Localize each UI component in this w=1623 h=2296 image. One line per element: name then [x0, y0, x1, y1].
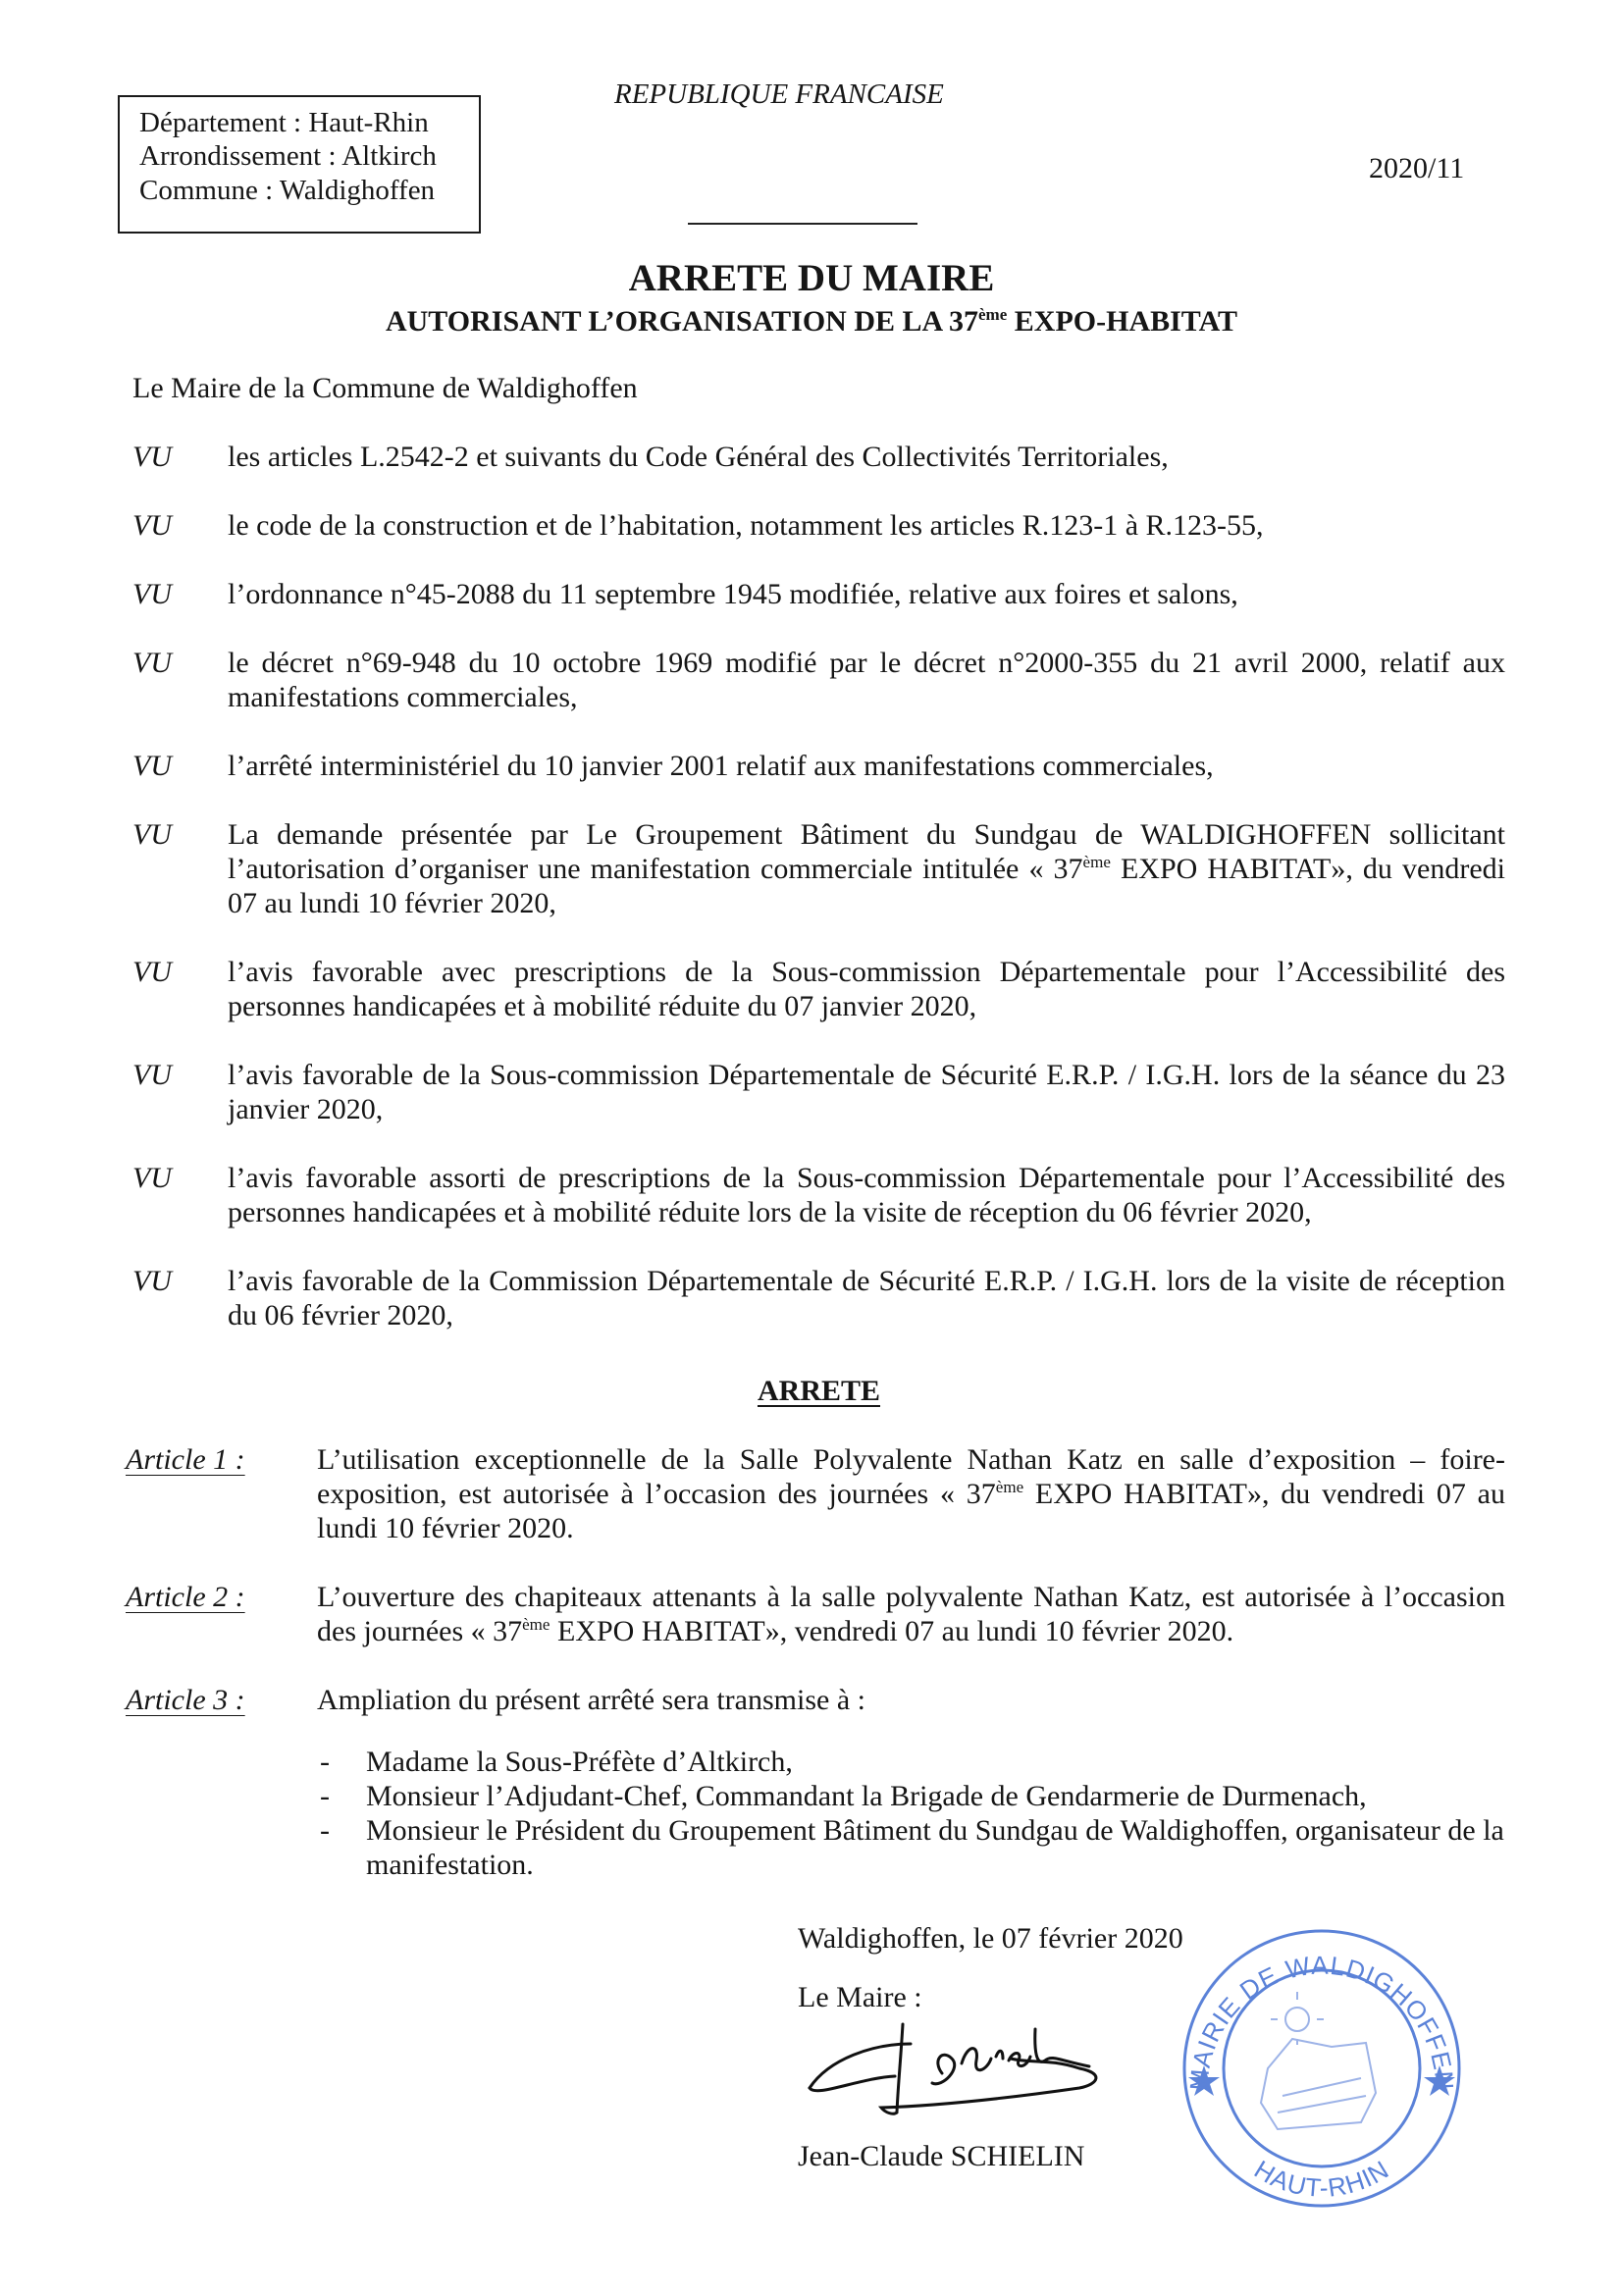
decision-heading-text: ARRETE	[757, 1375, 881, 1407]
article-text-end: EXPO HABITAT», du vendredi 07 au lundi 10 février 2020.	[317, 1478, 1506, 1544]
consideration-item: l’avis favorable de la Commission Départementale de Sécurité E.R.P. / I.G.H. lors de la visite de réception du 06 février 2020,	[228, 1265, 1505, 1331]
consideration-row	[132, 508, 1505, 543]
arrondissement-line: Arrondissement : Altkirch	[139, 140, 437, 172]
consideration-item: l’avis favorable de la Sous-commission Départementale de Sécurité E.R.P. / I.G.H. lors de la séance du 23 janvier 2020,	[228, 1059, 1505, 1125]
vu-label: VU	[132, 1265, 172, 1297]
consideration-row	[132, 1058, 1505, 1126]
consideration-row	[132, 817, 1505, 920]
recipient-row	[320, 1779, 1505, 1813]
article-row	[126, 1683, 1505, 1717]
bullet-dash: -	[320, 1746, 330, 1778]
subtitle-text: AUTORISANT L’ORGANISATION DE LA 37	[385, 305, 979, 338]
consideration-item: les articles L.2542-2 et suivants du Code Général des Collectivités Territoriales,	[228, 441, 1169, 473]
republique-francaise: REPUBLIQUE FRANCAISE	[614, 78, 944, 110]
vu-label: VU	[132, 956, 172, 988]
recipient-row	[320, 1745, 1505, 1779]
consideration-item: l’ordonnance n°45-2088 du 11 septembre 1945 modifiée, relative aux foires et salons,	[228, 578, 1238, 610]
subtitle-text-end: EXPO-HABITAT	[1007, 305, 1238, 338]
vu-label: VU	[132, 647, 172, 679]
consideration-text: La demande présentée par Le Groupement Bâtiment du Sundgau de WALDIGHOFFEN sollicitant l’autorisation d’organiser une manifestation commerciale intitulée « 37	[228, 818, 1505, 885]
article-row	[126, 1580, 1505, 1648]
departement-line: Département : Haut-Rhin	[139, 107, 429, 138]
consideration-row	[132, 1161, 1505, 1229]
considerations-list	[132, 440, 1505, 1332]
articles-list	[126, 1442, 1506, 1717]
vu-label: VU	[132, 509, 172, 542]
consideration-text-end: EXPO HABITAT», du vendredi 07 au lundi 10 février 2020,	[228, 853, 1505, 919]
intro-line: Le Maire de la Commune de Waldighoffen	[132, 372, 638, 404]
signature-zone	[132, 1921, 1505, 2245]
signature-role: Le Maire :	[798, 1981, 922, 2013]
article-text	[317, 1442, 1505, 1545]
recipient-item: Monsieur le Président du Groupement Bâtiment du Sundgau de Waldighoffen, organisateur de la manifestation.	[366, 1814, 1504, 1881]
recipient-item: Monsieur l’Adjudant-Chef, Commandant la Brigade de Gendarmerie de Durmenach,	[366, 1780, 1367, 1812]
vu-label: VU	[132, 441, 172, 473]
ordinal-superscript: ème	[1082, 853, 1111, 871]
page-title: ARRETE DU MAIRE	[628, 257, 995, 299]
article-label: Article 2 :	[126, 1581, 245, 1613]
article-text: Ampliation du présent arrêté sera transmise à :	[317, 1684, 865, 1716]
consideration-item: l’arrêté interministériel du 10 janvier 2001 relatif aux manifestations commerciales,	[228, 750, 1214, 782]
vu-label: VU	[132, 1059, 172, 1091]
decision-heading	[132, 1374, 1505, 1408]
consideration-row	[132, 955, 1505, 1023]
consideration-row	[132, 646, 1505, 714]
consideration-item: le code de la construction et de l’habitation, notamment les articles R.123-1 à R.123-55,	[228, 509, 1264, 542]
article-row	[126, 1442, 1505, 1545]
page-subtitle	[0, 302, 1623, 341]
stamp-star-icons	[1188, 2065, 1455, 2096]
signatory-name: Jean-Claude SCHIELIN	[798, 2140, 1085, 2172]
article-text-start: L’utilisation exceptionnelle de la Salle Polyvalente Nathan Katz en salle d’exposition – foire-exposition, est autorisée à l’occasion des journées « 37	[317, 1443, 1505, 1510]
consideration-item: l’avis favorable avec prescriptions de la Sous-commission Départementale pour l’Accessibilité des personnes handicapées et à mobilité réduite du 07 janvier 2020,	[228, 956, 1505, 1022]
signature-place-date: Waldighoffen, le 07 février 2020	[798, 1922, 1183, 1955]
commune-line: Commune : Waldighoffen	[139, 175, 436, 206]
bullet-dash: -	[320, 1780, 330, 1812]
header-divider	[688, 223, 917, 225]
consideration-item: le décret n°69-948 du 10 octobre 1969 modifié par le décret n°2000-355 du 21 avril 2000, relatif aux manifestations commerciales,	[228, 647, 1505, 713]
vu-label: VU	[132, 818, 172, 851]
stamp-bottom-text: HAUT-RHIN	[1249, 2154, 1394, 2203]
subtitle-superscript: ème	[978, 305, 1008, 324]
vu-label: VU	[132, 750, 172, 782]
vu-label: VU	[132, 1162, 172, 1194]
consideration-item	[228, 817, 1505, 920]
document-body	[0, 371, 1623, 2245]
bullet-dash: -	[320, 1814, 330, 1847]
article-text-end: EXPO HABITAT», vendredi 07 au lundi 10 février 2020.	[550, 1615, 1234, 1647]
mairie-stamp	[1175, 1921, 1469, 2216]
consideration-item: l’avis favorable assorti de prescriptions de la Sous-commission Départementale pour l’Accessibilité des personnes handicapées et à mobilité réduite lors de la visite de réception du 06 février 2020,	[228, 1162, 1505, 1228]
stamp-emblem-icon	[1261, 1992, 1376, 2129]
article-label: Article 1 :	[126, 1443, 245, 1476]
ordinal-superscript: ème	[522, 1615, 550, 1634]
title-block	[0, 245, 1623, 341]
stamp-top-text: MAIRIE DE WALDIGHOFFEN	[1183, 1950, 1460, 2092]
article-label: Article 3 :	[126, 1684, 245, 1716]
recipient-row	[320, 1813, 1505, 1882]
consideration-row	[132, 440, 1505, 474]
vu-label: VU	[132, 578, 172, 610]
administrative-info-box	[118, 95, 481, 234]
ordinal-superscript: ème	[995, 1478, 1024, 1496]
consideration-row	[132, 1264, 1505, 1332]
consideration-row	[132, 577, 1505, 611]
arrete-reference-number: 2020/11	[1369, 152, 1465, 184]
article-text	[317, 1580, 1505, 1648]
document-header	[0, 0, 1623, 245]
article-text-start: L’ouverture des chapiteaux attenants à la salle polyvalente Nathan Katz, est autorisée à l’occasion des journées « 37	[317, 1581, 1505, 1647]
consideration-row	[132, 749, 1505, 783]
handwritten-signature-icon	[805, 2014, 1119, 2137]
recipients-list	[320, 1745, 1505, 1882]
recipient-item: Madame la Sous-Préfète d’Altkirch,	[366, 1746, 793, 1778]
